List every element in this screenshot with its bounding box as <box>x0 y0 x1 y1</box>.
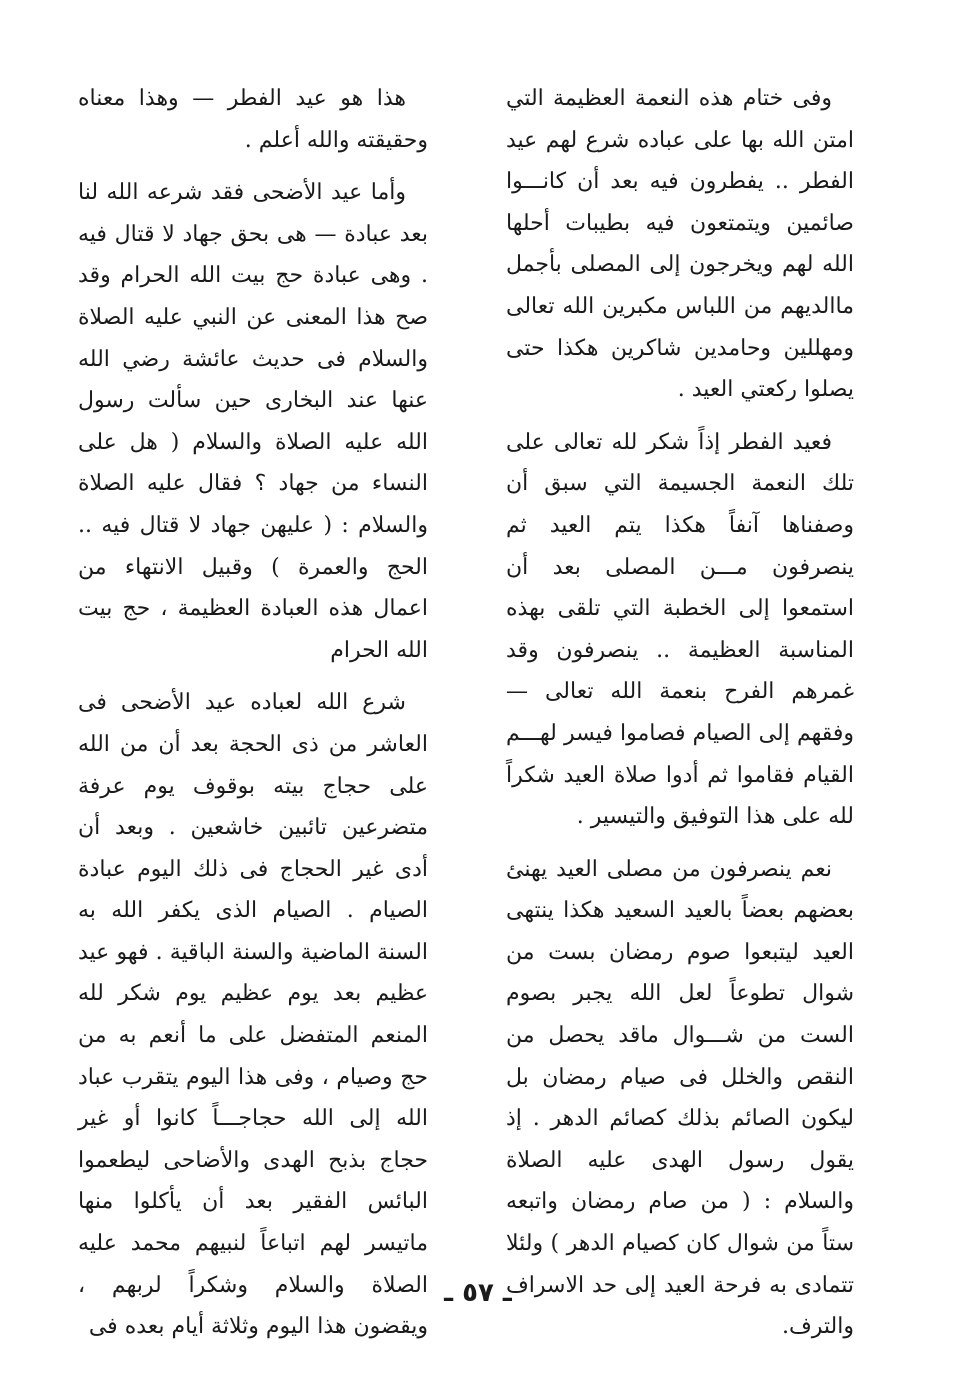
page-number: ـ ٥٧ ـ <box>444 1278 512 1308</box>
right-text-column <box>506 78 854 1359</box>
paragraph-eid-al-adha-hajj: وأما عيد الأضحى فقد شرعه الله لنا بعد عبادة — هى بحق جهاد لا قتال فيه . وهى عبادة حج بيت الله الحرام وقد صح هذا المعنى عن النبي عليه الصلاة والسلام فى حديث عائشة رضي الله عنها عند البخارى حين سألت رسول الله عليه الصلاة والسلام ( هل على النساء من جهاد ؟ فقال عليه الصلاة والسلام : ( عليهن جهاد لا قتال فيه .. الحج والعمرة ) وقبيل الانتهاء من اعمال هذه العبادة العظيمة ، حج بيت الله الحرام <box>78 180 428 663</box>
paragraph-shawwal-fasting: نعم ينصرفون من مصلى العيد يهنئ بعضهم بعضاً بالعيد السعيد هكذا ينتهى العيد ليتبعوا صوم رمضان بست من شوال تطوعاً لعل الله يجبر بصوم الست من شـــوال ماقد يحصل من النقص والخلل فى صيام رمضان بل ليكون الصائم بذلك كصائم الدهر . إذ يقول رسول الهدى عليه الصلاة والسلام : ( من صام رمضان واتبعه ستاً من شوال كان كصيام الدهر ) ولئلا تتمادى به فرحة العيد إلى حد الاسراف والترف. <box>506 856 854 1340</box>
paragraph-eid-al-adha-sacrifice: شرع الله لعباده عيد الأضحى فى العاشر من ذى الحجة بعد أن من الله على حجاج بيته بوقوف يوم عرفة متضرعين تائبين خاشعين . وبعد أن أدى غير الحجاج فى ذلك اليوم عبادة الصيام . الصيام الذى يكفر الله به السنة الماضية والسنة الباقية . فهو عيد عظيم بعد يوم عظيم يوم شكر لله المنعم المتفضل على ما أنعم به من حج وصيام ، وفى هذا اليوم يتقرب عباد الله إلى الله حجاجـــاً كانوا أو غير حجاج بذبح الهدى والأضاحى ليطعموا البائس الفقير بعد أن يأكلوا منها ماتيسر لهم اتباعاً لنبيهم محمد عليه الصلاة والسلام وشكراً لربهم ، ويقضون هذا اليوم وثلاثة أيام بعده فى <box>78 690 428 1340</box>
paragraph-eid-al-fitr-meaning: هذا هو عيد الفطر — وهذا معناه وحقيقته والله أعلم . <box>78 86 428 153</box>
left-text-column <box>78 78 428 1359</box>
paragraph-eid-al-fitr-intro: وفى ختام هذه النعمة العظيمة التي امتن الله بها على عباده شرع لهم عيد الفطر .. يفطرون فيه بعد أن كانـــوا صائمين ويتمتعون فيه بطيبات أحلها الله لهم ويخرجون إلى المصلى بأجمل ماالديهم من اللباس مكبرين الله تعالى ومهللين وحامدين شاكرين هكذا حتى يصلوا ركعتي العيد . <box>506 86 854 403</box>
paragraph-eid-al-fitr-gratitude: فعيد الفطر إذاً شكر لله تعالى على تلك النعمة الجسيمة التي سبق أن وصفناها آنفاً هكذا يتم العيد ثم ينصرفون مـــن المصلى بعد أن استمعوا إلى الخطبة التي تلقى بهذه المناسبة العظيمة .. ينصرفون وقد غمرهم الفرح بنعمة الله تعالى — وفقهم إلى الصيام فصاموا فيسر لهـــم القيام فقاموا ثم أدوا صلاة العيد شكراً لله على هذا التوفيق والتيسير . <box>506 429 854 830</box>
